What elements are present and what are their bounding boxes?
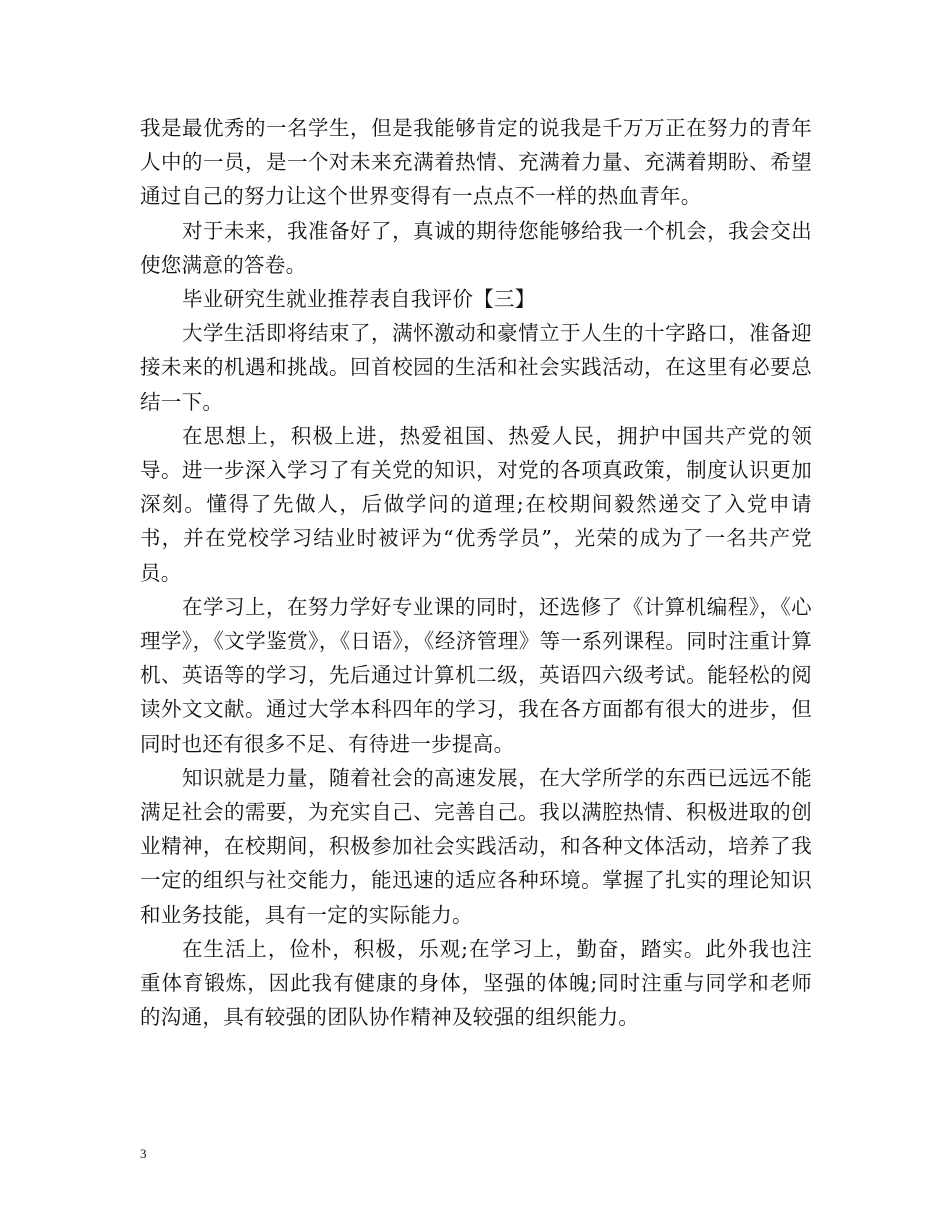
paragraph: 大学生活即将结束了，满怀激动和豪情立于人生的十字路口，准备迎接未来的机遇和挑战。回首校园的生活和社会实践活动，在这里有必要总结一下。 — [140, 321, 812, 414]
paragraph: 在生活上，俭朴，积极，乐观;在学习上，勤奋，踏实。此外我也注重体育锻炼，因此我有健康的身体，坚强的体魄;同时注重与同学和老师的沟通，具有较强的团队协作精神及较强的组织能力。 — [140, 936, 812, 1030]
paragraph: 知识就是力量，随着社会的高速发展，在大学所学的东西已远远不能满足社会的需要，为充实自己、完善自己。我以满腔热情、积极进取的创业精神，在校期间，积极参加社会实践活动，和各种文体活动，培养了我一定的组织与社交能力，能迅速的适应各种环境。掌握了扎实的理论知识和业务技能，具有一定的实际能力。 — [140, 765, 812, 927]
page-body — [140, 111, 812, 1034]
paragraph: 对于未来，我准备好了，真诚的期待您能够给我一个机会，我会交出使您满意的答卷。 — [140, 218, 812, 277]
section-heading: 毕业研究生就业推荐表自我评价【三】 — [182, 287, 536, 312]
paragraph: 在思想上，积极上进，热爱祖国、热爱人民，拥护中国共产党的领导。进一步深入学习了有关党的知识，对党的各项真政策，制度认识更加深刻。懂得了先做人，后做学问的道理;在校期间毅然递交了入党申请书，并在党校学习结业时被评为“优秀学员”，光荣的成为了一名共产党员。 — [140, 423, 812, 585]
paragraph: 在学习上，在努力学好专业课的同时，还选修了《计算机编程》，《心理学》，《文学鉴赏》，《日语》，《经济管理》等一系列课程。同时注重计算机、英语等的学习，先后通过计算机二级，英语四六级考试。能轻松的阅读外文文献。通过大学本科四年的学习，我在各方面都有很大的进步，但同时也还有很多不足、有待进一步提高。 — [140, 594, 812, 756]
page-number: 3 — [140, 1146, 147, 1161]
paragraph: 我是最优秀的一名学生，但是我能够肯定的说我是千万万正在努力的青年人中的一员，是一个对未来充满着热情、充满着力量、充满着期盼、希望通过自己的努力让这个世界变得有一点点不一样的热血青年。 — [140, 116, 812, 209]
